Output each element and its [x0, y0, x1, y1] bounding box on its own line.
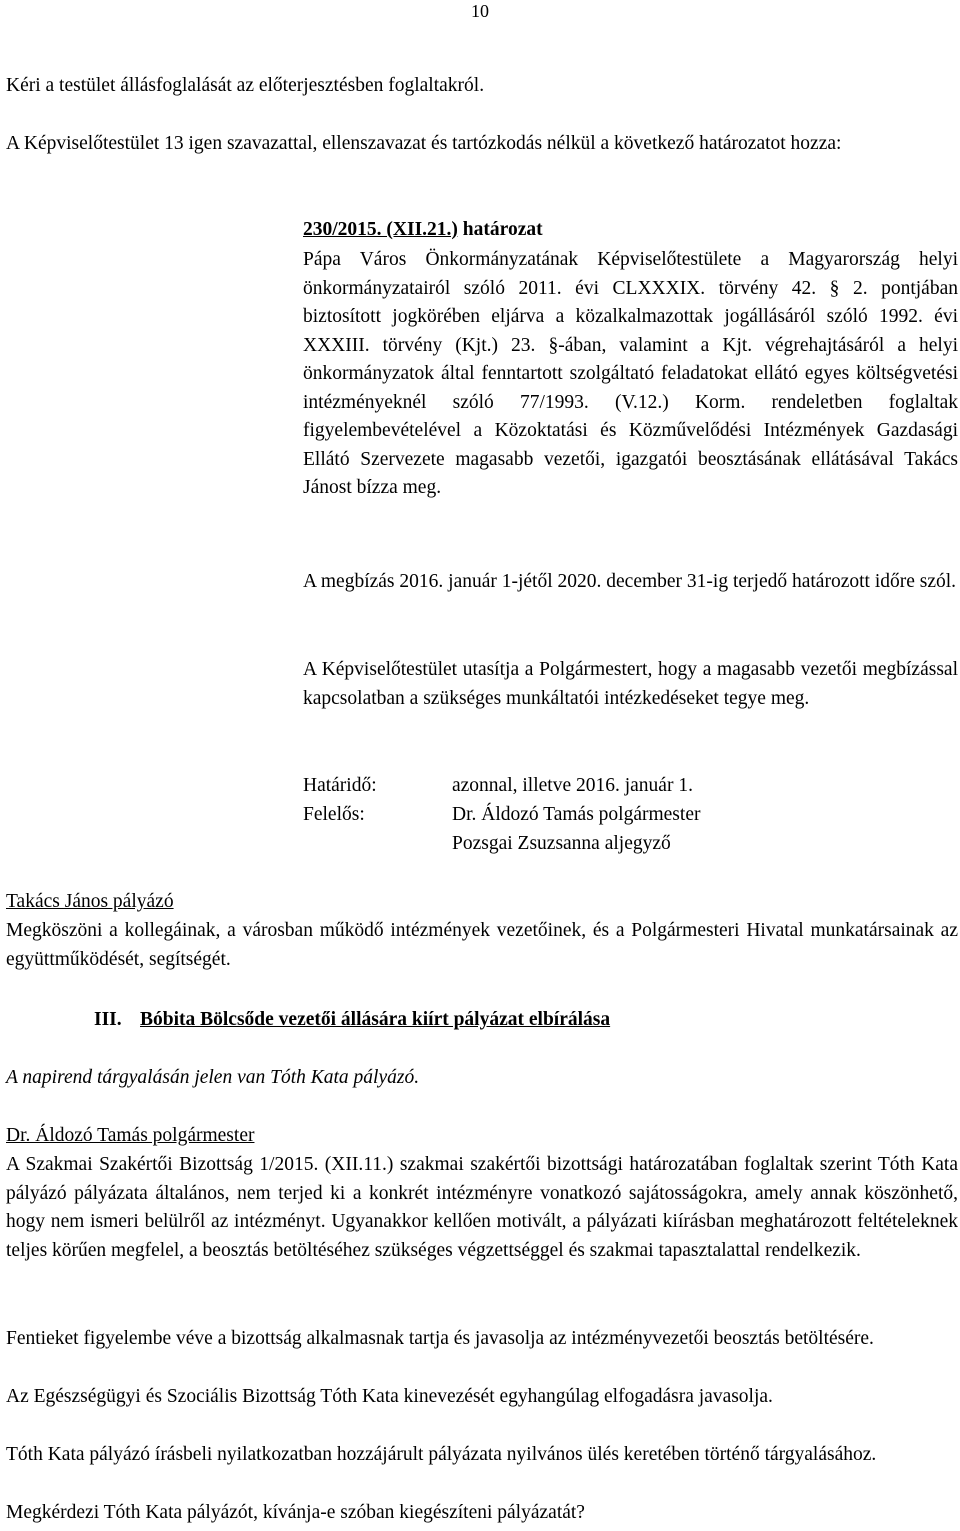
- mayor-paragraph-5: Megkérdezi Tóth Kata pályázót, kívánja-e szóban kiegészíteni pályázatát?: [6, 1502, 585, 1523]
- responsible-label: Felelős:: [303, 804, 365, 825]
- mayor-paragraph-1: A Szakmai Szakértői Bizottság 1/2015. (XII.11.) szakmai szakértői bizottsági határozatában foglaltak szerint Tóth Kata pályázó pályázata általános, nem terjed ki a konkrét intézményre vonatkozó sajátosságokra, amely annak köszönhető, hogy nem ismeri belülről az intézményt. Ugyanakkor kellően motivált, a pályázati kiírásban meghatározott feltételeknek teljes körűen megfelel, a beosztás betöltéséhez szükséges végzettséggel és szakmai tapasztalattal rendelkezik.: [6, 1154, 958, 1261]
- responsible-person-1: Dr. Áldozó Tamás polgármester: [452, 804, 701, 825]
- resolution-instruction: A Képviselőtestület utasítja a Polgármestert, hogy a magasabb vezetői megbízással kapcsolatban a szükséges munkáltatói intézkedéseket tegye meg.: [303, 659, 958, 709]
- mayor-heading: Dr. Áldozó Tamás polgármester: [6, 1125, 255, 1146]
- takacs-heading: Takács János pályázó: [6, 891, 174, 912]
- page-number: 10: [471, 1, 489, 21]
- intro-paragraph-1: Kéri a testület állásfoglalását az előterjesztésben foglaltakról.: [6, 75, 485, 96]
- present-note: A napirend tárgyalásán jelen van Tóth Kata pályázó.: [6, 1067, 420, 1088]
- mayor-paragraph-2: Fentieket figyelembe véve a bizottság alkalmasnak tartja és javasolja az intézményvezetői beosztás betöltésére.: [6, 1328, 874, 1349]
- resolution-title: [303, 216, 543, 245]
- responsible-person-2: Pozsgai Zsuzsanna aljegyző: [452, 833, 671, 854]
- resolution-mandate: A megbízás 2016. január 1-jétől 2020. december 31-ig terjedő határozott időre szól.: [303, 571, 957, 592]
- resolution-body: Pápa Város Önkormányzatának Képviselőtestülete a Magyarország helyi önkormányzatairól szóló 2011. évi CLXXXIX. törvény 42. § 2. pontjában biztosított jogkörében eljárva a közalkalmazottak jogállásáról szóló 1992. évi XXXIII. törvény (Kjt.) 23. §-ában, valamint a Kjt. végrehajtásáról a helyi önkormányzatok által fenntartott szolgáltató feladatokat ellátó egyes költségvetési intézményeknél szóló 77/1993. (V.12.) Korm. rendeletben foglaltak figyelembevételével a Közoktatási és Közművelődési Intézmények Gazdasági Ellátó Szervezete magasabb vezetői, igazgatói beosztásának ellátásával Takács Jánost bízza meg.: [303, 249, 958, 498]
- mayor-paragraph-4: Tóth Kata pályázó írásbeli nyilatkozatban hozzájárult pályázata nyilvános ülés keretében történő tárgyalásához.: [6, 1444, 877, 1465]
- deadline-value: azonnal, illetve 2016. január 1.: [452, 775, 693, 796]
- mayor-paragraph-3: Az Egészségügyi és Szociális Bizottság Tóth Kata kinevezését egyhangúlag elfogadásra javasolja.: [6, 1386, 773, 1407]
- deadline-label: Határidő:: [303, 775, 377, 796]
- resolution-title-word: határozat: [457, 219, 543, 240]
- takacs-text: Megköszöni a kollegáinak, a városban működő intézmények vezetőinek, és a Polgármesteri Hivatal munkatársainak az együttműködését, segítségét.: [6, 920, 958, 970]
- resolution-number: 230/2015. (XII.21.): [303, 219, 458, 240]
- intro-paragraph-2: A Képviselőtestület 13 igen szavazattal, ellenszavazat és tartózkodás nélkül a következő határozatot hozza:: [6, 133, 842, 154]
- section-number: III.: [94, 1009, 122, 1030]
- section-title: Bóbita Bölcsőde vezetői állására kiírt pályázat elbírálása: [140, 1009, 611, 1030]
